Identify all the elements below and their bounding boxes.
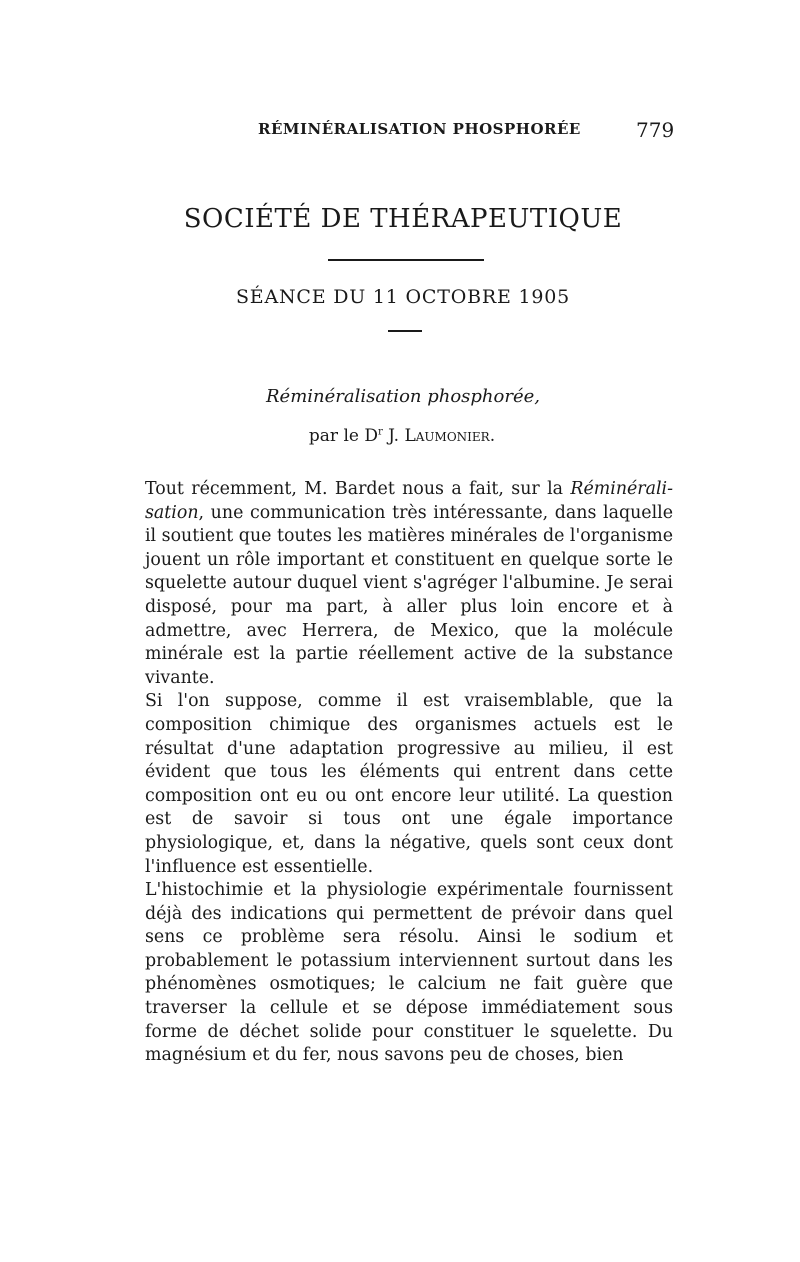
paragraph-1-end: , une communication très intéressante, dans laquelle il soutient que toutes les matières minérales de l'organisme jouent un rôle important et constituent en quelque sorte le squelette autour duquel vient s'agréger l'albumine. Je serai disposé, pour ma part, à aller plus loin encore et à admettre, avec Herrera, de Mexico, que la molécule minérale est la partie réellement active de la substance vivante.: [145, 502, 673, 688]
article-subject: Réminéralisation phosphorée,: [265, 386, 540, 407]
section-divider-long: [328, 259, 484, 261]
paragraph-3: L'histochimie et la physiologie expérimentale fournissent déjà des indications qui permettent de prévoir dans quel sens ce problème sera résolu. Ainsi le sodium et probablement le potassium interviennent surtout dans les phénomènes osmotiques; le calcium ne fait guère que traverser la cellule et se dépose immédiatement sous forme de déchet solide pour constituer le squelette. Du magnésium et du fer, nous savons peu de choses, bien: [145, 880, 673, 1066]
paragraph-2: Si l'on suppose, comme il est vraisemblable, que la composition chimique des organismes actuels est le résultat d'une adaptation progressive au milieu, il est évident que tous les éléments qui entrent dans cette composition ont eu ou ont encore leur utilité. La question est de savoir si tous ont une égale importance physiologique, et, dans la négative, quels sont ceux dont l'influence est essentielle.: [145, 691, 673, 877]
byline-author: J. Laumonier.: [388, 426, 496, 446]
article-byline: [0, 426, 800, 446]
session-title: SÉANCE DU 11 OCTOBRE 1905: [235, 286, 571, 308]
section-divider-short: [388, 330, 422, 332]
byline-title-sup: r: [377, 426, 383, 438]
paragraph-1-start: Tout récemment, M. Bardet nous a fait, sur la: [145, 479, 571, 499]
article-body: [145, 478, 673, 1068]
paragraph-1-italic: Réminérali-sation: [145, 479, 673, 523]
running-head: RÉMINÉRALISATION PHOSPHORÉE: [258, 120, 581, 138]
page-number: 779: [636, 118, 675, 142]
paragraph-1: [145, 478, 673, 690]
society-title: SOCIÉTÉ DE THÉRAPEUTIQUE: [183, 204, 623, 234]
byline-prefix: par le D: [308, 426, 378, 446]
